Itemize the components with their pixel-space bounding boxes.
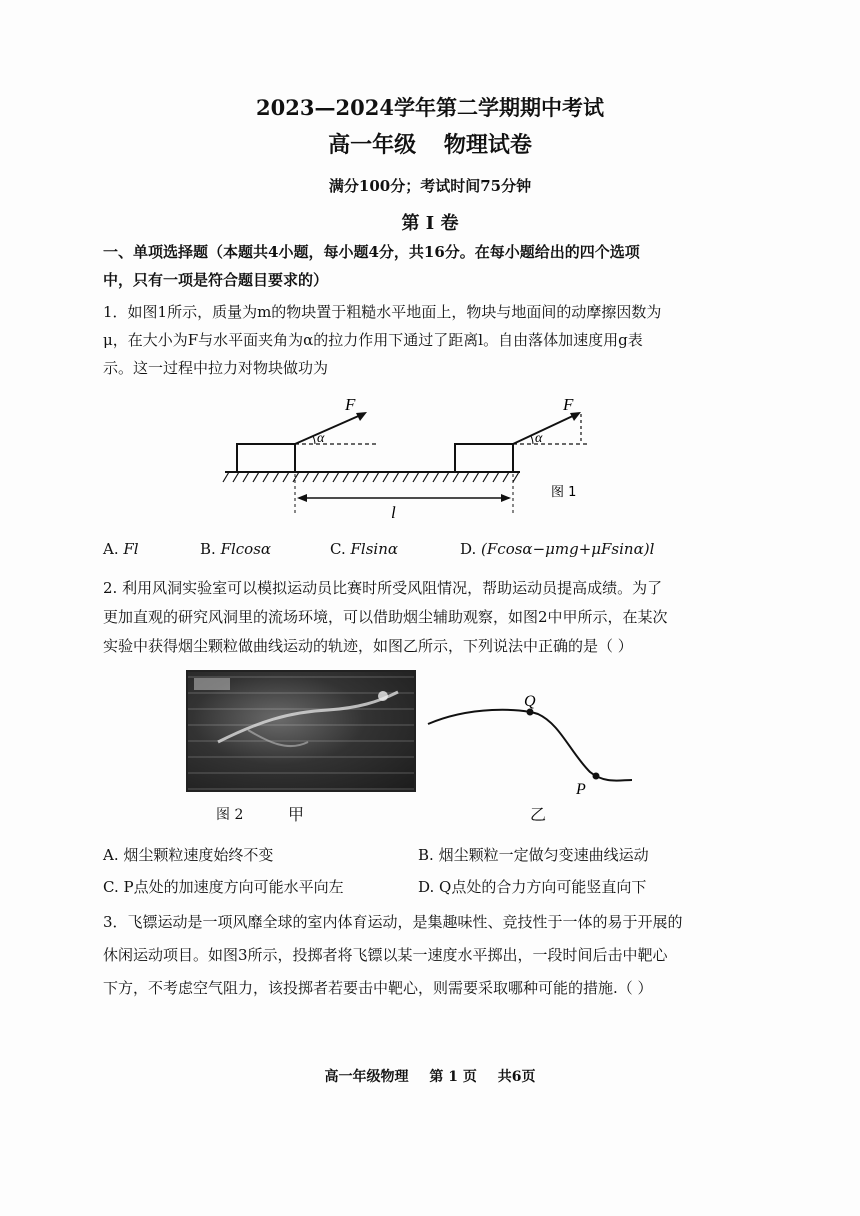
ground-hatching xyxy=(223,472,519,482)
angle-label-right: α xyxy=(535,431,543,446)
exam-subtitle xyxy=(0,128,860,159)
q2-line3: 实验中获得烟尘颗粒做曲线运动的轨迹，如图乙所示，下列说法中正确的是（ ） xyxy=(103,637,633,655)
angle-label-left: α xyxy=(317,431,325,446)
option-text: Fl xyxy=(123,540,139,558)
option-key: A. xyxy=(103,540,119,558)
distance-label: l xyxy=(391,503,396,522)
q1-option-c[interactable] xyxy=(330,540,398,558)
figure-1-diagram xyxy=(215,392,605,522)
block-start xyxy=(237,444,295,472)
section-heading-line2: 中，只有一项是符合题目要求的） xyxy=(103,271,329,289)
option-key: D. xyxy=(418,878,435,896)
trajectory-curve xyxy=(428,710,632,781)
footer-subject: 高一年级物理 xyxy=(324,1069,409,1085)
q2-option-c[interactable] xyxy=(103,876,344,897)
section-heading-line1: 一、单项选择题（本题共4小题，每小题4分，共16分。在每小题给出的四个选项 xyxy=(103,243,640,261)
q2-line2: 更加直观的研究风洞里的流场环境，可以借助烟尘辅助观察，如图2中甲所示，在某次 xyxy=(103,608,668,626)
grade-label: 高一年级 xyxy=(328,132,417,158)
q1-line1: 1．如图1所示，质量为m的物块置于粗糙水平地面上，物块与地面间的动摩擦因数为 xyxy=(103,303,662,321)
option-text: Flsinα xyxy=(350,540,398,558)
q2-option-a[interactable] xyxy=(103,844,273,865)
option-key: D. xyxy=(460,540,477,558)
option-text: 烟尘颗粒速度始终不变 xyxy=(123,846,274,864)
q1-option-d[interactable] xyxy=(460,540,654,558)
q1-option-b[interactable] xyxy=(200,540,271,558)
q2-line1: 2. 利用风洞实验室可以模拟运动员比赛时所受风阻情况，帮助运动员提高成绩。为了 xyxy=(103,579,663,597)
smoke-trail-image xyxy=(188,672,414,790)
option-text: 烟尘颗粒一定做匀变速曲线运动 xyxy=(438,846,649,864)
angle-arc-left xyxy=(313,436,315,444)
point-p-marker xyxy=(593,773,600,780)
option-key: C. xyxy=(103,878,119,896)
q3-line1: 3．飞镖运动是一项风靡全球的室内体育运动，是集趣味性、竞技性于一体的易于开展的 xyxy=(103,913,683,931)
q1-option-a[interactable] xyxy=(103,540,139,558)
option-text: (Fcosα−μmg+μFsinα)l xyxy=(481,540,655,558)
volume-heading: 第 I 卷 xyxy=(401,213,459,234)
q2-option-b[interactable] xyxy=(418,844,649,865)
option-text: Q点处的合力方向可能竖直向下 xyxy=(439,878,647,896)
option-key: C. xyxy=(330,540,346,558)
q3-line2: 休闲运动项目。如图3所示，投掷者将飞镖以某一速度水平掷出，一段时间后击中靶心 xyxy=(103,946,668,964)
figure-yi-label: 乙 xyxy=(530,805,547,824)
figure-2-caption: 图 2 xyxy=(216,807,244,823)
footer-total: 共6页 xyxy=(497,1069,536,1085)
point-q-label: Q xyxy=(524,693,536,710)
block-end xyxy=(455,444,513,472)
force-arrow-left xyxy=(295,414,363,444)
option-key: B. xyxy=(418,846,434,864)
q1-line3: 示。这一过程中拉力对物块做功为 xyxy=(103,359,329,377)
exam-info: 满分100分；考试时间75分钟 xyxy=(328,177,532,195)
option-key: B. xyxy=(200,540,216,558)
subject-label: 物理试卷 xyxy=(443,132,532,158)
option-key: A. xyxy=(103,846,119,864)
angle-arc-right xyxy=(531,436,533,444)
q3-line3: 下方，不考虑空气阻力，该投掷者若要击中靶心，则需要采取哪种可能的措施.（ ） xyxy=(103,979,653,997)
figure-1-caption: 图 1 xyxy=(551,485,577,500)
force-label-right: F xyxy=(563,395,574,414)
distance-arrow-right xyxy=(501,494,511,502)
force-arrow-right xyxy=(513,414,577,444)
page-footer xyxy=(0,1066,860,1086)
distance-arrow-left xyxy=(297,494,307,502)
footer-page: 第 1 页 xyxy=(429,1069,477,1085)
force-label-left: F xyxy=(345,395,356,414)
option-text: Flcosα xyxy=(220,540,272,558)
q1-line2: μ，在大小为F与水平面夹角为α的拉力作用下通过了距离l。自由落体加速度用g表 xyxy=(103,331,643,349)
q2-option-d[interactable] xyxy=(418,876,646,897)
figure-jia-label: 甲 xyxy=(288,805,305,824)
point-p-label: P xyxy=(576,781,586,798)
option-text: P点处的加速度方向可能水平向左 xyxy=(123,878,344,896)
exam-title: 2023—2024学年第二学期期中考试 xyxy=(256,95,604,120)
trajectory-diagram xyxy=(420,692,640,802)
wind-tunnel-photo xyxy=(186,670,416,792)
